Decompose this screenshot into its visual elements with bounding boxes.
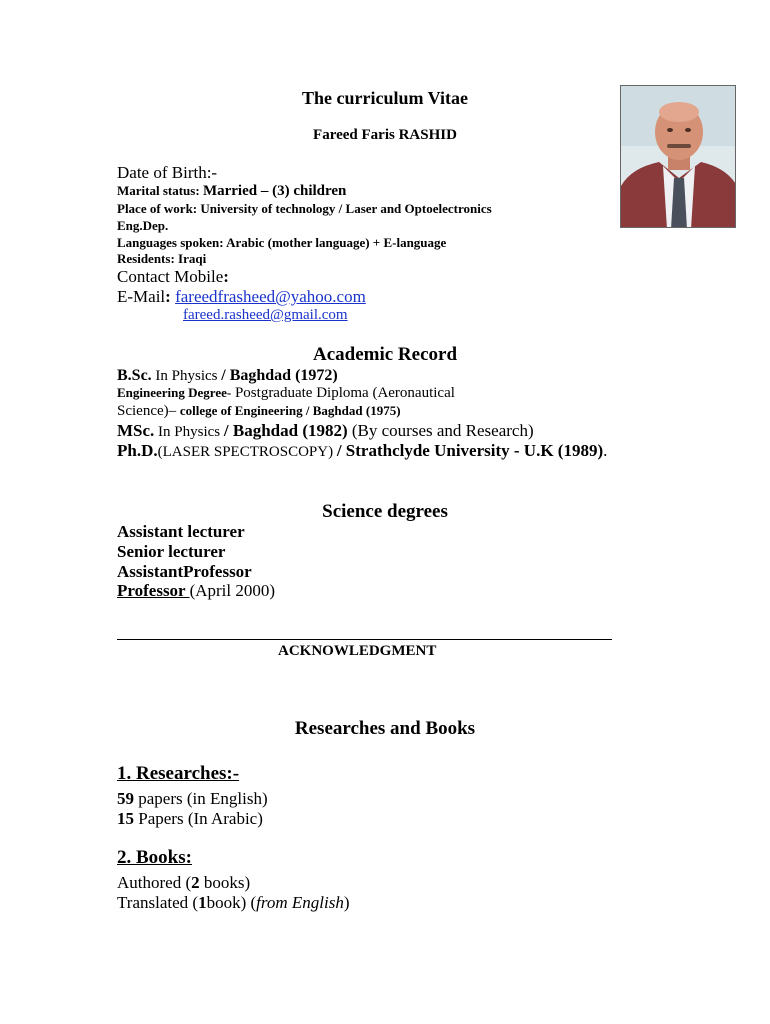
bsc-field: In Physics [151, 368, 222, 384]
msc-place: / Baghdad (1982) [223, 421, 348, 440]
languages-spoken: Languages spoken: Arabic (mother language) + E-language [117, 235, 447, 250]
papers-english-text: papers (in English) [134, 789, 268, 808]
person-name: Fareed Faris RASHID [313, 127, 457, 143]
email-label: E-Mail [117, 287, 166, 306]
authored-suffix: books) [199, 873, 251, 892]
papers-arabic-count: 15 [117, 809, 134, 828]
profile-photo [620, 85, 736, 228]
translated-label: Translated ( [117, 893, 199, 912]
academic-record-heading: Academic Record [312, 344, 458, 365]
phd-degree: Ph.D. [117, 441, 158, 460]
professor-line [117, 581, 275, 601]
marital-value: Married – (3) children [202, 183, 347, 199]
msc-degree: MSc. [117, 421, 155, 440]
books-subheading: 2. Books: [117, 847, 192, 868]
divider-line [117, 639, 612, 640]
date-of-birth: Date of Birth:- [117, 163, 218, 182]
books-authored [117, 873, 250, 893]
translated-count: 1 [198, 893, 207, 912]
cv-title: The curriculum Vitae [302, 88, 468, 108]
degree-item: Assistant lecturer [117, 522, 245, 541]
acknowledgment-heading: ACKNOWLEDGMENT [278, 643, 437, 659]
authored-label: Authored ( [117, 873, 192, 892]
books-translated [117, 893, 350, 913]
contact-colon: : [223, 267, 229, 286]
translated-mid: book) ( [206, 893, 257, 912]
professor-date: (April 2000) [189, 581, 276, 600]
researches-subheading: 1. Researches:- [117, 763, 240, 784]
marital-label: Marital status: [117, 183, 200, 198]
email-colon: : [165, 287, 171, 306]
eng-rest: Postgraduate Diploma (Aeronautical [231, 385, 455, 401]
portrait-image [621, 86, 736, 228]
email-link-yahoo[interactable]: fareedfrasheed@yahoo.com [175, 287, 366, 306]
bsc-place: / Baghdad (1972) [221, 367, 338, 384]
bsc-degree: B.Sc. [117, 367, 152, 384]
email-row [117, 287, 366, 307]
phd-place: / Strathclyde University - U.K (1989) [336, 441, 604, 460]
msc-field: In Physics [154, 424, 224, 440]
engineering-line [117, 385, 455, 402]
degree-item: Senior lecturer [117, 542, 226, 561]
residents: Residents: Iraqi [117, 251, 207, 266]
authored-count: 2 [191, 873, 200, 892]
phd-line [117, 441, 607, 461]
contact-label: Contact Mobile [117, 267, 224, 286]
science-degrees-heading: Science degrees [322, 501, 448, 522]
eng-line2a: Science)– [117, 403, 180, 419]
email-link-gmail[interactable]: fareed.rasheed@gmail.com [183, 307, 348, 323]
eng-degree: Engineering Degree- [117, 385, 232, 400]
email-row-2 [183, 307, 348, 324]
contact-mobile [117, 267, 229, 287]
professor-title: Professor [117, 581, 190, 600]
place-of-work-dept: Eng.Dep. [117, 218, 169, 233]
papers-english [117, 789, 268, 809]
translated-from: from English [256, 893, 344, 912]
msc-line [117, 421, 534, 441]
papers-english-count: 59 [117, 789, 134, 808]
eng-college: college of Engineering / Baghdad (1975) [179, 403, 401, 418]
phd-end: . [603, 441, 608, 460]
place-of-work: Place of work: University of technology / Laser and Optoelectronics [117, 201, 492, 216]
phd-field: (LASER SPECTROSCOPY) [157, 444, 337, 460]
msc-note: (By courses and Research) [347, 421, 534, 440]
translated-end: ) [343, 893, 350, 912]
researches-books-heading: Researches and Books [294, 718, 476, 739]
bsc-line [117, 367, 338, 385]
papers-arabic [117, 809, 263, 829]
marital-status [117, 183, 346, 200]
degree-item: AssistantProfessor [117, 562, 252, 581]
engineering-line-2 [117, 403, 401, 420]
papers-arabic-text: Papers (In Arabic) [134, 809, 263, 828]
